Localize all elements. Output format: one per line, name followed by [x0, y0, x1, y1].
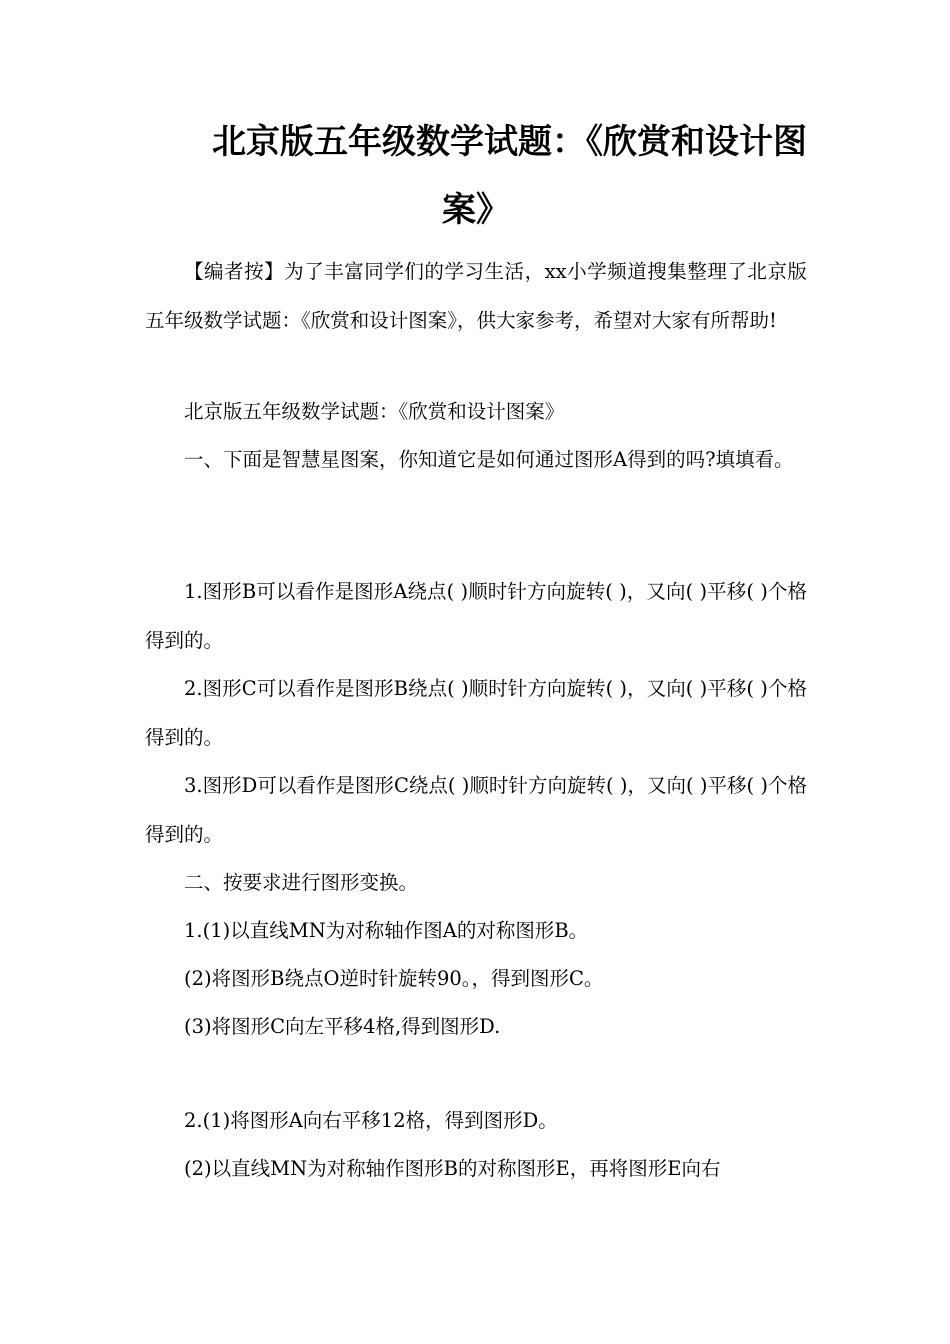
- question-1-3: 3.图形D可以看作是图形C绕点( )顺时针方向旋转( )，又向( )平移( )个格得到的。: [145, 774, 807, 846]
- document-title-line-1: 北京版五年级数学试题：《欣赏和设计图: [212, 122, 807, 162]
- question-2-1-part-2: (2)将图形B绕点O逆时针旋转90。，得到图形C。: [184, 967, 604, 990]
- section-two-heading: 二、按要求进行图形变换。: [184, 871, 419, 894]
- section-one-heading: 一、下面是智慧星图案，你知道它是如何通过图形A得到的吗?填填看。: [184, 448, 794, 471]
- subtitle-paragraph: 北京版五年级数学试题：《欣赏和设计图案》: [184, 400, 565, 423]
- editor-note-paragraph: 【编者按】为了丰富同学们的学习生活，xx小学频道搜集整理了北京版五年级数学试题：《欣赏和设计图案》，供大家参考，希望对大家有所帮助!: [145, 260, 807, 332]
- question-2-2-part-1: 2.(1)将图形A向右平移12格，得到图形D。: [184, 1109, 558, 1132]
- question-1-2: 2.图形C可以看作是图形B绕点( )顺时针方向旋转( )，又向( )平移( )个格得到的。: [145, 677, 807, 749]
- document-title-line-2: 案》: [442, 190, 510, 230]
- question-2-2-part-2: (2)以直线MN为对称轴作图形B的对称图形E，再将图形E向右: [184, 1157, 721, 1180]
- question-2-1-part-1: 1.(1)以直线MN为对称轴作图A的对称图形B。: [184, 919, 589, 942]
- question-2-1-part-3: (3)将图形C向左平移4格,得到图形D.: [184, 1015, 501, 1038]
- question-1-1: 1.图形B可以看作是图形A绕点( )顺时针方向旋转( )，又向( )平移( )个格得到的。: [145, 580, 807, 652]
